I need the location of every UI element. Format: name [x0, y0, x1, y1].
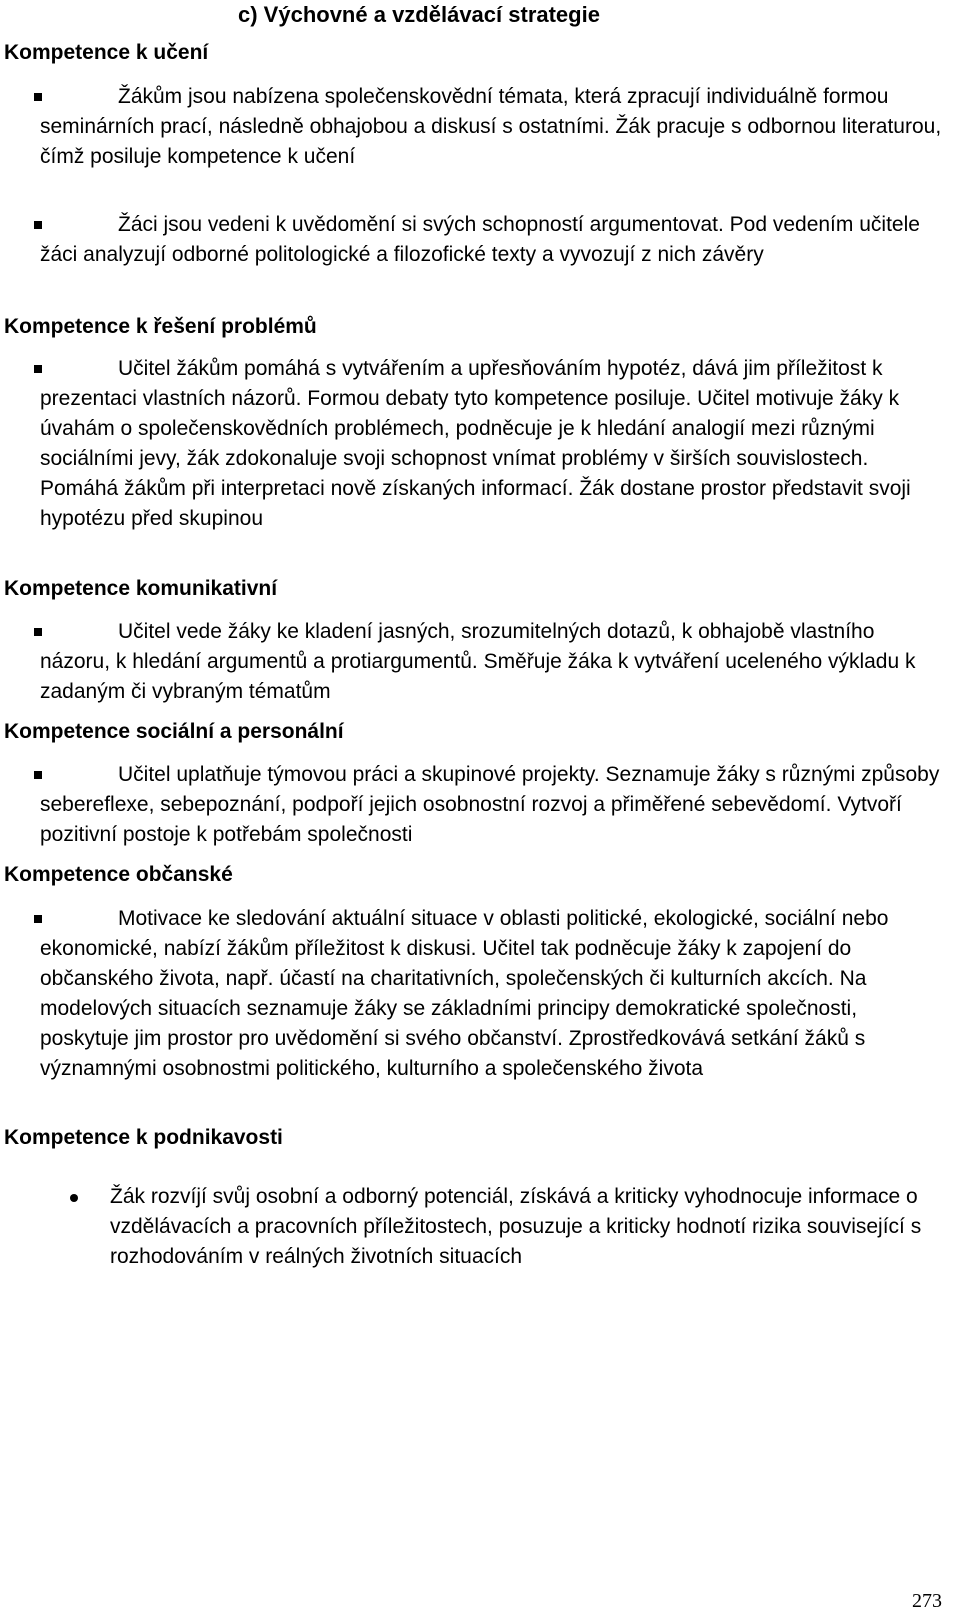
square-bullet-icon [34, 771, 42, 779]
square-bullet-icon [34, 915, 42, 923]
section-heading: Kompetence komunikativní [4, 577, 278, 600]
list-item: Žákům jsou nabízena společenskovědní témata, která zpracují individuálně formou seminárních prací, následně obhajobou a diskusí s ostatními. Žák pracuje s odbornou literaturou, čímž posiluje kompetence k učení [40, 82, 942, 172]
square-bullet-icon [34, 221, 42, 229]
section-heading: Kompetence sociální a personální [4, 720, 344, 743]
list-item: Učitel vede žáky ke kladení jasných, srozumitelných dotazů, k obhajobě vlastního názoru, k hledání argumentů a protiargumentů. Směřuje žáka k vytváření uceleného výkladu k zadaným či vybraným tématům [40, 617, 942, 707]
list-item: Motivace ke sledování aktuální situace v oblasti politické, ekologické, sociální nebo ekonomické, nabízí žákům příležitost k diskusi. Učitel tak podněcuje žáky k zapojení do občanského života, např. účastí na charitativních, společenských či kulturních akcích. Na modelových situacích seznamuje žáky se základními principy demokratické společnosti, poskytuje jim prostor pro uvědomění si svého občanství. Zprostředkovává setkání žáků s významnými osobnostmi politického, kulturního a společenského života [40, 904, 942, 1084]
section-heading: Kompetence občanské [4, 863, 233, 886]
round-bullet-icon [70, 1194, 78, 1202]
list-item: Žák rozvíjí svůj osobní a odborný potenciál, získává a kriticky vyhodnocuje informace o vzdělávacích a pracovních příležitostech, posuzuje a kriticky hodnotí rizika související s rozhodováním v reálných životních situacích [110, 1182, 942, 1272]
page-title: c) Výchovné a vzdělávací strategie [238, 2, 600, 27]
page-number: 273 [912, 1590, 942, 1612]
list-item: Učitel žákům pomáhá s vytvářením a upřesňováním hypotéz, dává jim příležitost k prezentaci vlastních názorů. Formou debaty tyto kompetence posiluje. Učitel motivuje žáky k úvahám o společenskovědních problémech, podněcuje je k hledání analogií mezi různými sociálními jevy, žák zdokonaluje svoji schopnost vnímat problémy v širších souvislostech. Pomáhá žákům při interpretaci nově získaných informací. Žák dostane prostor představit svoji hypotézu před skupinou [40, 354, 942, 534]
section-heading: Kompetence k učení [4, 41, 209, 64]
section-heading: Kompetence k řešení problémů [4, 315, 317, 338]
square-bullet-icon [34, 365, 42, 373]
section-heading: Kompetence k podnikavosti [4, 1126, 283, 1149]
list-item: Učitel uplatňuje týmovou práci a skupinové projekty. Seznamuje žáky s různými způsoby sebereflexe, sebepoznání, podpoří jejich osobnostní rozvoj a přiměřené sebevědomí. Vytvoří pozitivní postoje k potřebám společnosti [40, 760, 942, 850]
list-item: Žáci jsou vedeni k uvědomění si svých schopností argumentovat. Pod vedením učitele žáci analyzují odborné politologické a filozofické texty a vyvozují z nich závěry [40, 210, 942, 270]
square-bullet-icon [34, 93, 42, 101]
square-bullet-icon [34, 628, 42, 636]
